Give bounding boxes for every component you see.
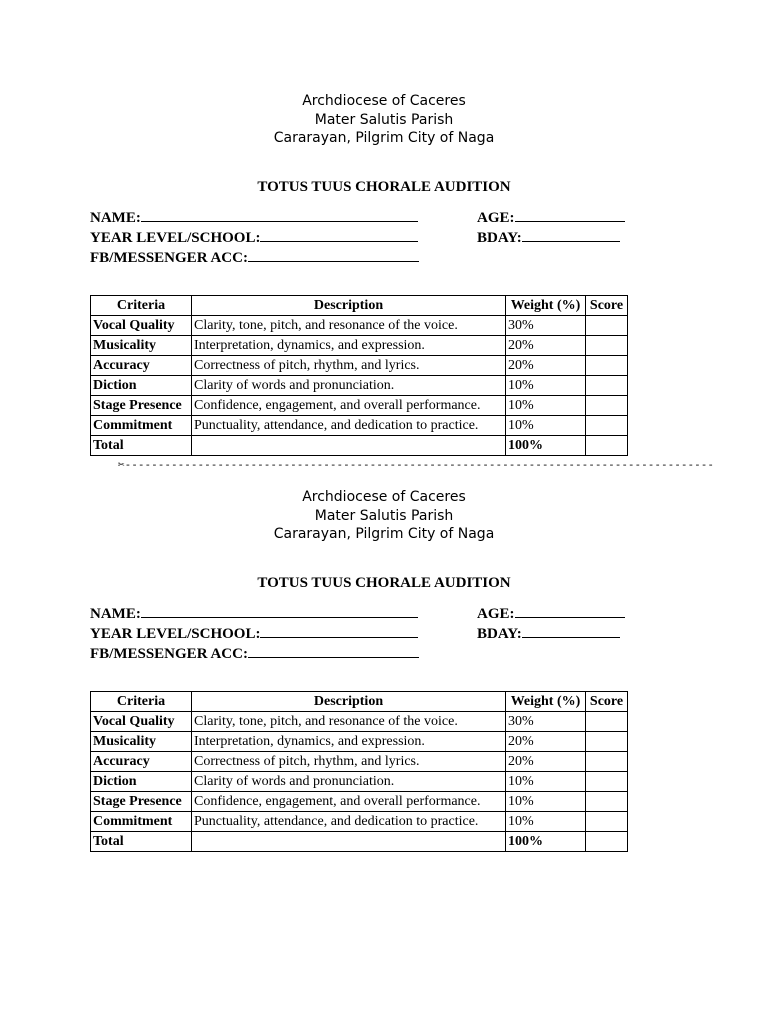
criteria-cell: Musicality <box>91 732 192 752</box>
description-cell: Punctuality, attendance, and dedication to practice. <box>192 812 506 832</box>
weight-cell: 20% <box>506 356 586 376</box>
criteria-cell: Diction <box>91 376 192 396</box>
age-label: AGE: <box>477 210 515 226</box>
description-cell: Correctness of pitch, rhythm, and lyrics. <box>192 356 506 376</box>
total-row <box>91 832 628 852</box>
year-level-blank-line <box>260 227 418 242</box>
name-blank-line <box>141 603 418 618</box>
name-field <box>90 603 418 623</box>
weight-cell: 30% <box>506 712 586 732</box>
table-row <box>91 752 628 772</box>
table-row <box>91 336 628 356</box>
criteria-cell: Diction <box>91 772 192 792</box>
parish-heading: Mater Salutis Parish <box>314 508 454 524</box>
description-cell: Correctness of pitch, rhythm, and lyrics. <box>192 752 506 772</box>
score-header: Score <box>586 692 628 712</box>
table-header-row <box>91 692 628 712</box>
name-label: NAME: <box>90 606 141 622</box>
archdiocese-heading: Archdiocese of Caceres <box>302 93 466 109</box>
table-row <box>91 316 628 336</box>
description-header: Description <box>192 692 506 712</box>
table-row <box>91 376 628 396</box>
age-blank-line <box>515 603 625 618</box>
fb-messenger-blank-line <box>248 643 419 658</box>
location-heading: Cararayan, Pilgrim City of Naga <box>273 526 495 542</box>
description-cell: Confidence, engagement, and overall performance. <box>192 396 506 416</box>
weight-cell: 20% <box>506 752 586 772</box>
criteria-cell: Stage Presence <box>91 792 192 812</box>
year-level-label: YEAR LEVEL/SCHOOL: <box>90 230 261 246</box>
description-cell: Confidence, engagement, and overall performance. <box>192 792 506 812</box>
fb-messenger-label: FB/MESSENGER ACC: <box>90 646 248 662</box>
description-cell: Interpretation, dynamics, and expression. <box>192 732 506 752</box>
year-level-label: YEAR LEVEL/SCHOOL: <box>90 626 261 642</box>
table-row <box>91 812 628 832</box>
age-field <box>477 207 625 227</box>
form-title: TOTUS TUUS CHORALE AUDITION <box>257 179 511 195</box>
total-weight-cell: 100% <box>506 436 586 456</box>
weight-cell: 30% <box>506 316 586 336</box>
bday-label: BDAY: <box>477 626 522 642</box>
parish-heading: Mater Salutis Parish <box>314 112 454 128</box>
age-label: AGE: <box>477 606 515 622</box>
total-description-cell <box>192 832 506 852</box>
score-cell <box>586 812 628 832</box>
criteria-cell: Commitment <box>91 812 192 832</box>
criteria-header: Criteria <box>91 692 192 712</box>
table-row <box>91 416 628 436</box>
age-blank-line <box>515 207 625 222</box>
criteria-cell: Accuracy <box>91 356 192 376</box>
weight-cell: 10% <box>506 376 586 396</box>
description-cell: Clarity, tone, pitch, and resonance of the voice. <box>192 712 506 732</box>
score-cell <box>586 752 628 772</box>
criteria-cell: Vocal Quality <box>91 316 192 336</box>
criteria-cell: Commitment <box>91 416 192 436</box>
fb-messenger-label: FB/MESSENGER ACC: <box>90 250 248 266</box>
score-cell <box>586 732 628 752</box>
scissors-cut-line: ✂----------------------------------------------------------------------------------------- <box>118 458 715 471</box>
table-row <box>91 772 628 792</box>
total-description-cell <box>192 436 506 456</box>
criteria-cell: Accuracy <box>91 752 192 772</box>
description-header: Description <box>192 296 506 316</box>
score-cell <box>586 396 628 416</box>
description-cell: Clarity of words and pronunciation. <box>192 376 506 396</box>
year-level-blank-line <box>260 623 418 638</box>
table-row <box>91 712 628 732</box>
description-cell: Clarity, tone, pitch, and resonance of the voice. <box>192 316 506 336</box>
score-cell <box>586 336 628 356</box>
form-title: TOTUS TUUS CHORALE AUDITION <box>257 575 511 591</box>
name-field <box>90 207 418 227</box>
score-cell <box>586 416 628 436</box>
fb-messenger-field <box>90 643 419 663</box>
weight-header: Weight (%) <box>506 692 586 712</box>
weight-cell: 20% <box>506 336 586 356</box>
bday-blank-line <box>522 227 620 242</box>
bday-label: BDAY: <box>477 230 522 246</box>
total-score-cell <box>586 832 628 852</box>
year-level-field <box>90 623 418 643</box>
weight-cell: 10% <box>506 416 586 436</box>
criteria-cell: Musicality <box>91 336 192 356</box>
fb-messenger-field <box>90 247 419 267</box>
total-label-cell: Total <box>91 436 192 456</box>
total-label-cell: Total <box>91 832 192 852</box>
weight-cell: 10% <box>506 396 586 416</box>
description-cell: Interpretation, dynamics, and expression. <box>192 336 506 356</box>
name-label: NAME: <box>90 210 141 226</box>
criteria-table <box>90 295 628 456</box>
weight-header: Weight (%) <box>506 296 586 316</box>
location-heading: Cararayan, Pilgrim City of Naga <box>273 130 495 146</box>
description-cell: Punctuality, attendance, and dedication to practice. <box>192 416 506 436</box>
criteria-header: Criteria <box>91 296 192 316</box>
weight-cell: 10% <box>506 772 586 792</box>
criteria-table <box>90 691 628 852</box>
weight-cell: 20% <box>506 732 586 752</box>
fb-messenger-blank-line <box>248 247 419 262</box>
total-score-cell <box>586 436 628 456</box>
table-row <box>91 356 628 376</box>
weight-cell: 10% <box>506 812 586 832</box>
age-field <box>477 603 625 623</box>
weight-cell: 10% <box>506 792 586 812</box>
description-cell: Clarity of words and pronunciation. <box>192 772 506 792</box>
table-row <box>91 792 628 812</box>
table-row <box>91 396 628 416</box>
table-header-row <box>91 296 628 316</box>
score-cell <box>586 376 628 396</box>
total-row <box>91 436 628 456</box>
bday-field <box>477 623 620 643</box>
bday-blank-line <box>522 623 620 638</box>
score-header: Score <box>586 296 628 316</box>
bday-field <box>477 227 620 247</box>
score-cell <box>586 712 628 732</box>
score-cell <box>586 316 628 336</box>
table-row <box>91 732 628 752</box>
criteria-cell: Vocal Quality <box>91 712 192 732</box>
archdiocese-heading: Archdiocese of Caceres <box>302 489 466 505</box>
score-cell <box>586 772 628 792</box>
criteria-cell: Stage Presence <box>91 396 192 416</box>
score-cell <box>586 356 628 376</box>
total-weight-cell: 100% <box>506 832 586 852</box>
name-blank-line <box>141 207 418 222</box>
score-cell <box>586 792 628 812</box>
year-level-field <box>90 227 418 247</box>
